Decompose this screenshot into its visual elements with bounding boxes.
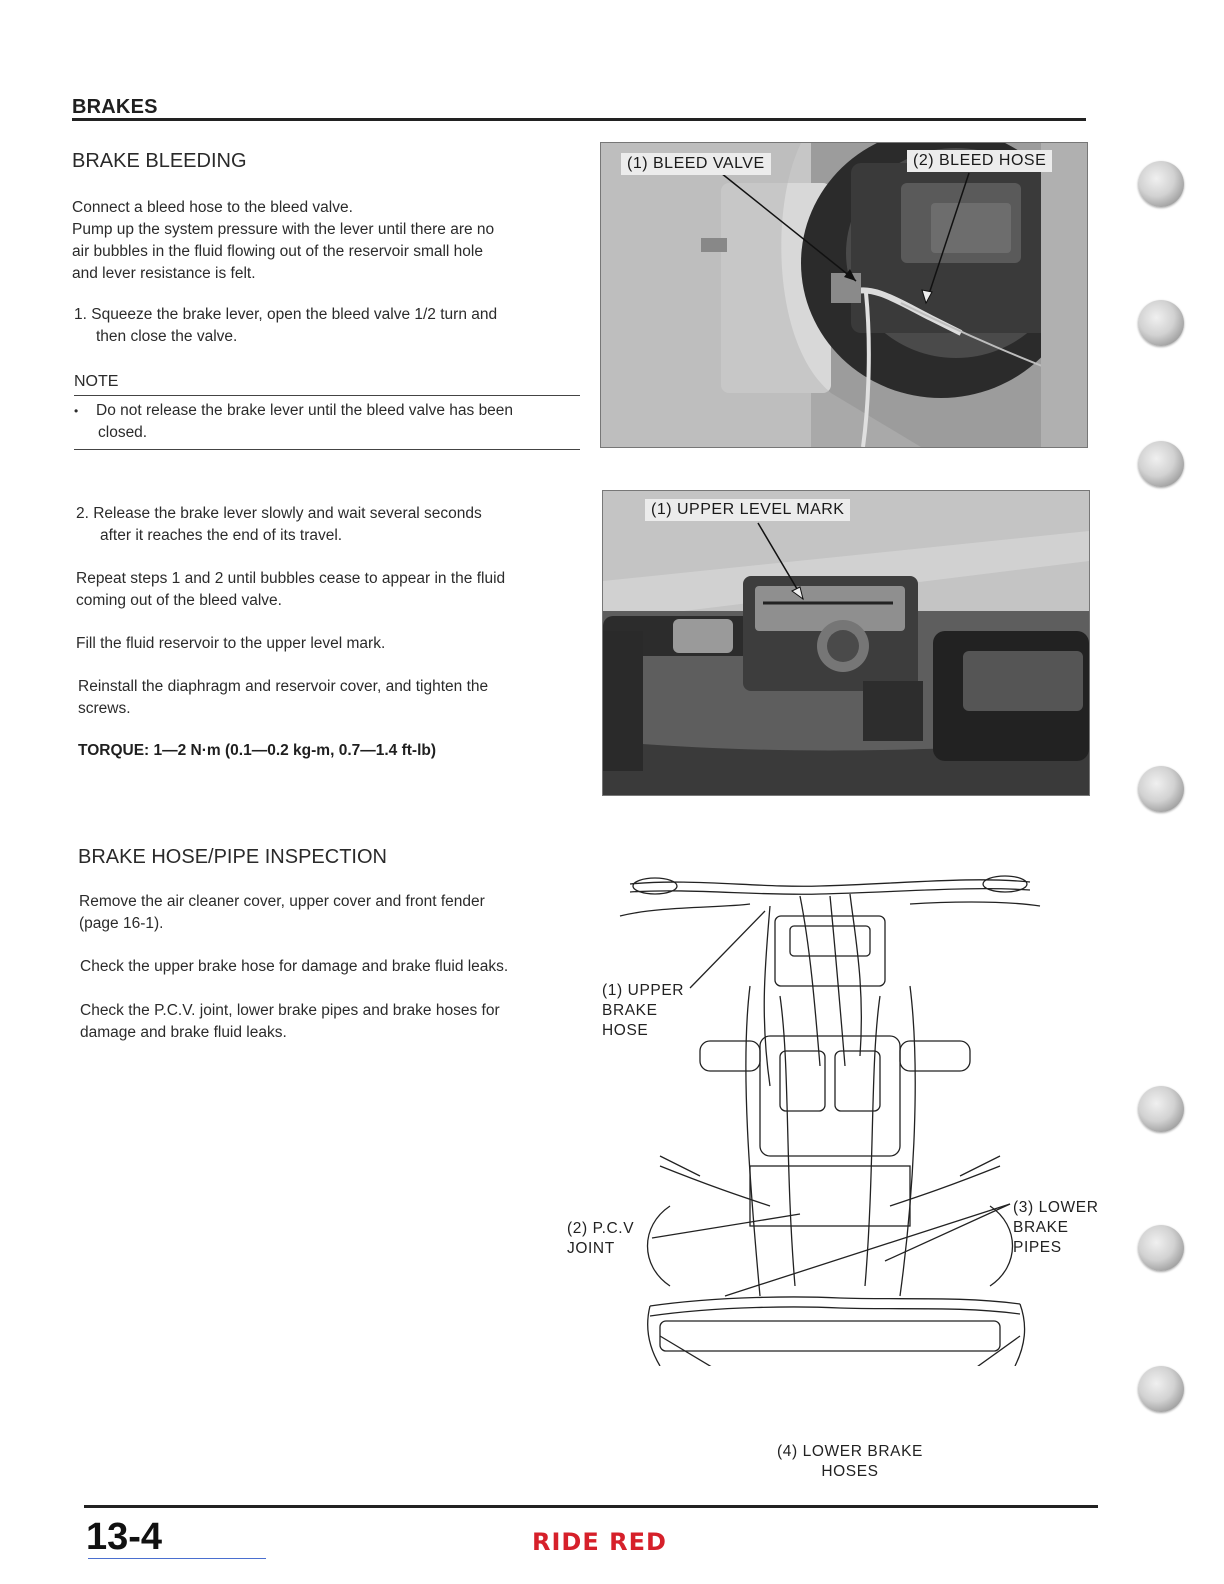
note-title: NOTE	[74, 373, 119, 390]
step-line: 1. Squeeze the brake lever, open the bleed valve 1/2 turn and	[74, 306, 498, 323]
binder-hole	[1138, 300, 1184, 346]
section-header: BRAKES	[72, 96, 158, 118]
note-bottom-rule	[74, 449, 580, 450]
brake-hose-diagram-art	[600, 866, 1060, 1366]
binder-hole	[1138, 441, 1184, 487]
intro-line: Pump up the system pressure with the lever until there are no	[72, 221, 495, 238]
note-bullet: •	[74, 404, 79, 418]
para-line: coming out of the bleed valve.	[76, 592, 282, 609]
note-body	[74, 400, 584, 444]
torque-spec: TORQUE: 1—2 N·m (0.1—0.2 kg-m, 0.7—1.4 ft-lb)	[78, 742, 437, 759]
bleed-hose-label: (2) BLEED HOSE	[907, 150, 1052, 172]
brake-bleeding-title: BRAKE BLEEDING	[72, 150, 247, 172]
page-number-underline	[88, 1558, 266, 1559]
pcv-joint-label: (2) P.C.V JOINT	[567, 1220, 635, 1257]
upper-level-mark-label: (1) UPPER LEVEL MARK	[645, 499, 850, 521]
footer-brand-logo: RIDE RED	[532, 1528, 667, 1556]
bleeding-intro	[72, 197, 582, 285]
step-line: after it reaches the end of its travel.	[100, 527, 343, 544]
lower-brake-pipes-label: (3) LOWER BRAKE PIPES	[1013, 1199, 1099, 1256]
inspection-p3	[80, 1000, 590, 1044]
para-line: Reinstall the diaphragm and reservoir cover, and tighten the	[78, 678, 489, 695]
intro-line: Connect a bleed hose to the bleed valve.	[72, 199, 353, 216]
repeat-paragraph	[76, 568, 586, 612]
para-line: screws.	[78, 700, 131, 717]
header-rule	[72, 118, 1086, 121]
step-1	[74, 304, 584, 348]
para-line: damage and brake fluid leaks.	[80, 1024, 287, 1041]
para-line: (page 16-1).	[79, 915, 164, 932]
bleed-valve-label: (1) BLEED VALVE	[621, 153, 771, 175]
inspection-title: BRAKE HOSE/PIPE INSPECTION	[78, 846, 387, 868]
inspection-p2: Check the upper brake hose for damage and brake fluid leaks.	[80, 958, 509, 975]
brake-hose-diagram	[600, 866, 1060, 1366]
bleed-valve-photo-art	[601, 143, 1087, 447]
note-top-rule	[74, 395, 580, 396]
footer-rule	[84, 1505, 1098, 1508]
binder-hole	[1138, 1366, 1184, 1412]
step-line: then close the valve.	[96, 328, 238, 345]
binder-hole	[1138, 1086, 1184, 1132]
upper-brake-hose-label: (1) UPPER BRAKE HOSE	[602, 982, 685, 1039]
reinstall-paragraph	[78, 676, 588, 720]
inspection-p1	[79, 891, 589, 935]
intro-line: air bubbles in the fluid flowing out of the reservoir small hole	[72, 243, 483, 260]
note-line: closed.	[98, 424, 148, 441]
page-number: 13-4	[86, 1516, 163, 1558]
intro-line: and lever resistance is felt.	[72, 265, 256, 282]
bleed-valve-photo	[600, 142, 1088, 448]
note-line: Do not release the brake lever until the bleed valve has been	[96, 402, 514, 419]
reservoir-photo	[602, 490, 1090, 796]
para-line: Check the P.C.V. joint, lower brake pipes and brake hoses for	[80, 1002, 500, 1019]
step-2	[76, 503, 586, 547]
para-line: Repeat steps 1 and 2 until bubbles cease to appear in the fluid	[76, 570, 506, 587]
reservoir-photo-art	[603, 491, 1089, 795]
binder-hole	[1138, 766, 1184, 812]
binder-hole	[1138, 161, 1184, 207]
step-line: 2. Release the brake lever slowly and wait several seconds	[76, 505, 482, 522]
lower-brake-hoses-label: (4) LOWER BRAKE HOSES	[777, 1443, 923, 1480]
para-line: Remove the air cleaner cover, upper cover and front fender	[79, 893, 485, 910]
fill-paragraph: Fill the fluid reservoir to the upper level mark.	[76, 635, 386, 652]
binder-hole	[1138, 1225, 1184, 1271]
